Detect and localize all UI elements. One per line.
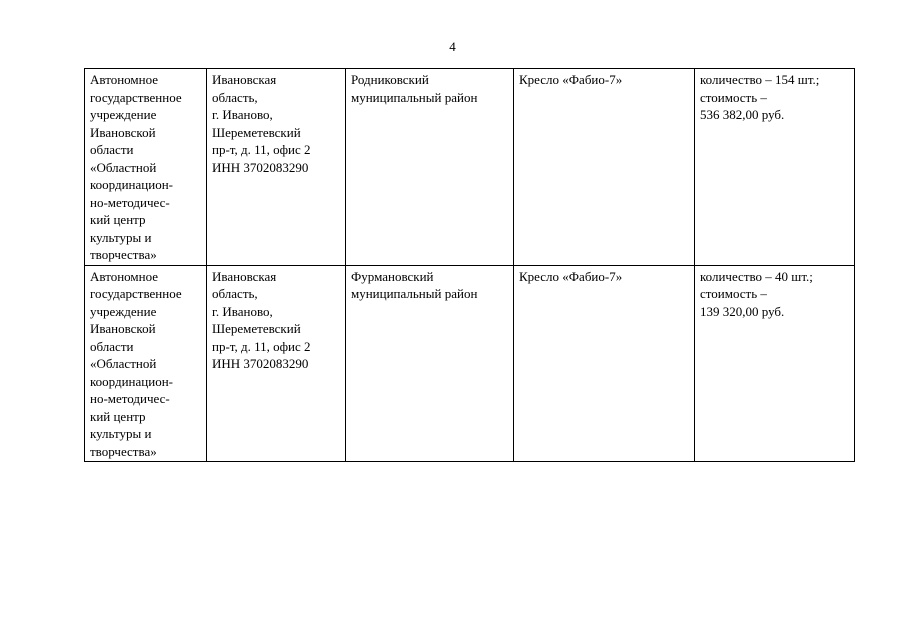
allocation-table [84,68,855,462]
address-cell: Ивановская область, г. Иваново, Шереметевский пр-т, д. 11, офис 2 ИНН 3702083290 [207,69,346,266]
district-cell: Родниковский муниципальный район [346,69,514,266]
table-row [85,69,855,266]
table-row [85,265,855,462]
item-cell: Кресло «Фабио-7» [514,265,695,462]
item-cell: Кресло «Фабио-7» [514,69,695,266]
quantity-cost-cell: количество – 40 шт.; стоимость – 139 320,00 руб. [695,265,855,462]
page-number: 4 [449,39,456,54]
district-cell: Фурмановский муниципальный район [346,265,514,462]
organization-cell: Автономное государственное учреждение Ивановской области «Областной координацион- но-методичес- кий центр культуры и творчества» [85,69,207,266]
organization-cell: Автономное государственное учреждение Ивановской области «Областной координацион- но-методичес- кий центр культуры и творчества» [85,265,207,462]
address-cell: Ивановская область, г. Иваново, Шереметевский пр-т, д. 11, офис 2 ИНН 3702083290 [207,265,346,462]
quantity-cost-cell: количество – 154 шт.; стоимость – 536 382,00 руб. [695,69,855,266]
